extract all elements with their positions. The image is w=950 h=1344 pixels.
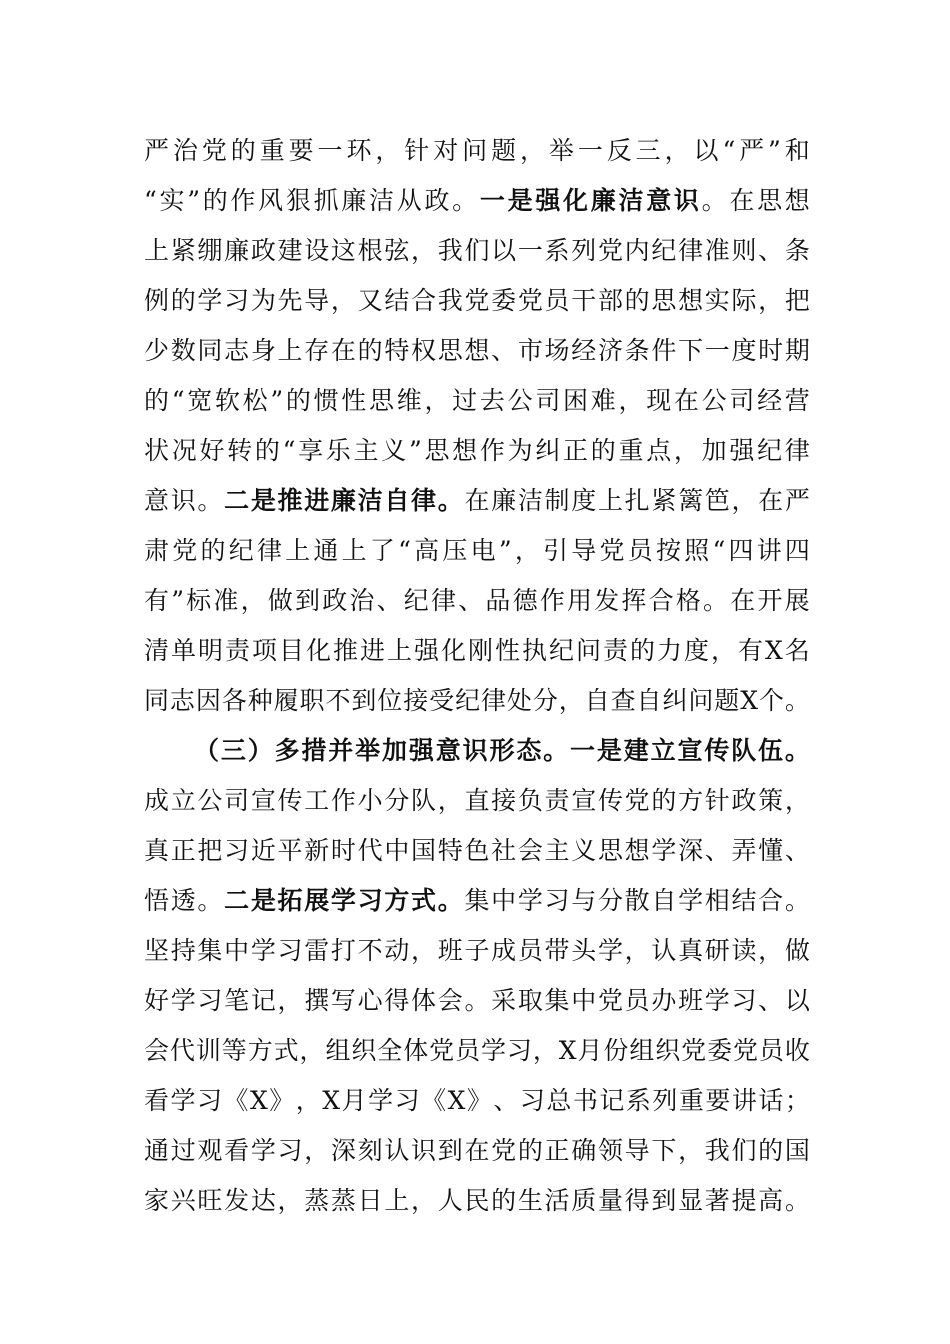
text-line: 清 单 明 责 项 目 化 推 进 上 强 化 刚 性 执 纪 问 责 的 力 度 ， 有 X 名 <box>144 636 810 665</box>
text-line: 家 兴 旺 发 达 ， 蒸 蒸 日 上 ， 人 民 的 生 活 质 量 得 到 显 著 提 高 。 <box>144 1186 810 1215</box>
text-line: 肃 党 的 纪 律 上 通 上 了 “ 高 压 电 ” ， 引 导 党 员 按 照 “ 四 讲 四 <box>144 536 810 565</box>
text-line: 有 ” 标 准 ， 做 到 政 治 、 纪 律 、 品 德 作 用 发 挥 合 格 。 在 开 展 <box>144 586 810 615</box>
document-body <box>144 126 810 1226</box>
text-line: 同 志 因 各 种 履 职 不 到 位 接 受 纪 律 处 分 ， 自 查 自 纠 问 题 X 个 。 <box>144 686 810 715</box>
text-line: 严 治 党 的 重 要 一 环 ， 针 对 问 题 ， 举 一 反 三 ， 以 “ 严 ” 和 <box>144 136 810 165</box>
text-line: 上 紧 绷 廉 政 建 设 这 根 弦 ， 我 们 以 一 系 列 党 内 纪 律 准 则 、 条 <box>144 236 810 265</box>
text-line: 坚 持 集 中 学 习 雷 打 不 动 ， 班 子 成 员 带 头 学 ， 认 真 研 读 ， 做 <box>144 936 810 965</box>
text-line: 少 数 同 志 身 上 存 在 的 特 权 思 想 、 市 场 经 济 条 件 下 一 度 时 期 <box>144 336 810 365</box>
text-line: （ 三 ） 多 措 并 举 加 强 意 识 形 态 。 一 是 建 立 宣 传 队 伍 。 <box>194 736 810 765</box>
text-line: 成 立 公 司 宣 传 工 作 小 分 队 ， 直 接 负 责 宣 传 党 的 方 针 政 策 ， <box>144 786 810 815</box>
text-line: 状 况 好 转 的 “ 享 乐 主 义 ” 思 想 作 为 纠 正 的 重 点 ， 加 强 纪 律 <box>144 436 810 465</box>
text-line: 好 学 习 笔 记 ， 撰 写 心 得 体 会 。 采 取 集 中 党 员 办 班 学 习 、 以 <box>144 986 810 1015</box>
text-line: 真 正 把 习 近 平 新 时 代 中 国 特 色 社 会 主 义 思 想 学 深 、 弄 懂 、 <box>144 836 810 865</box>
text-line: 悟 透 。 二 是 拓 展 学 习 方 式 。 集 中 学 习 与 分 散 自 学 相 结 合 。 <box>144 886 810 915</box>
text-line: 的 “ 宽 软 松 ” 的 惯 性 思 维 ， 过 去 公 司 困 难 ， 现 在 公 司 经 营 <box>144 386 810 415</box>
text-line: 例 的 学 习 为 先 导 ， 又 结 合 我 党 委 党 员 干 部 的 思 想 实 际 ， 把 <box>144 286 810 315</box>
text-line: 会 代 训 等 方 式 ， 组 织 全 体 党 员 学 习 ， X 月 份 组 织 党 委 党 员 收 <box>144 1036 810 1065</box>
text-line: 看 学 习 《 X 》 ， X 月 学 习 《 X 》 、 习 总 书 记 系 列 重 要 讲 话 ； <box>144 1086 810 1115</box>
text-line: “ 实 ” 的 作 风 狠 抓 廉 洁 从 政 。 一 是 强 化 廉 洁 意 识 。 在 思 想 <box>144 186 810 215</box>
text-line: 通 过 观 看 学 习 ， 深 刻 认 识 到 在 党 的 正 确 领 导 下 ， 我 们 的 国 <box>144 1136 810 1165</box>
text-line: 意 识 。 二 是 推 进 廉 洁 自 律 。 在 廉 洁 制 度 上 扎 紧 篱 笆 ， 在 严 <box>144 486 810 515</box>
